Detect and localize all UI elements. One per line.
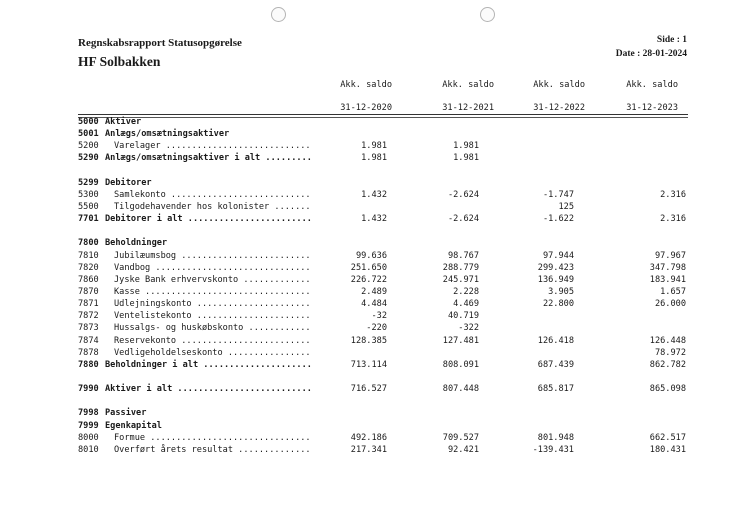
balance-value: 127.481 bbox=[442, 335, 479, 346]
table-row bbox=[78, 286, 688, 298]
balance-value: 685.817 bbox=[537, 384, 574, 395]
balance-value: 26.000 bbox=[654, 299, 686, 310]
balance-value: 687.439 bbox=[537, 359, 574, 370]
balance-value: 136.949 bbox=[537, 274, 574, 285]
page-info bbox=[616, 33, 687, 61]
balance-value: -220 bbox=[366, 323, 387, 334]
account-label: Tilgodehavender hos kolonister ....... bbox=[114, 201, 311, 212]
account-label: Samlekonto ........................... bbox=[114, 189, 311, 200]
account-code: 5290 bbox=[78, 153, 99, 164]
account-code: 7872 bbox=[78, 311, 99, 322]
table-row bbox=[78, 335, 688, 347]
balance-value: 709.527 bbox=[442, 432, 479, 443]
account-label: Hussalgs- og huskøbskonto ............ bbox=[114, 323, 311, 334]
account-label: Vedligeholdelseskonto ................ bbox=[114, 347, 311, 358]
balance-value: 126.448 bbox=[649, 335, 686, 346]
balance-value: 865.098 bbox=[649, 384, 686, 395]
account-code: 7701 bbox=[78, 214, 99, 225]
table-row bbox=[78, 250, 688, 262]
balance-value: 2.316 bbox=[660, 214, 686, 225]
balance-value: -2.624 bbox=[447, 214, 479, 225]
report-date: Date : 28-01-2024 bbox=[615, 49, 687, 59]
column-label: Akk. saldo bbox=[626, 80, 678, 90]
balance-value: 347.798 bbox=[649, 262, 686, 273]
balance-value: 251.650 bbox=[350, 262, 387, 273]
table-row bbox=[78, 420, 688, 432]
balance-value: 2.316 bbox=[660, 189, 686, 200]
account-label: Udlejningskonto ...................... bbox=[114, 299, 311, 310]
balance-value: 217.341 bbox=[350, 444, 387, 455]
balance-value: 299.423 bbox=[537, 262, 574, 273]
balance-value: 801.948 bbox=[537, 432, 574, 443]
balance-value: 22.800 bbox=[542, 299, 574, 310]
table-row bbox=[78, 128, 688, 140]
account-code: 5000 bbox=[78, 117, 99, 127]
column-date: 31-12-2021 bbox=[442, 103, 494, 113]
table-row bbox=[78, 407, 688, 419]
balance-value: 126.418 bbox=[537, 335, 574, 346]
balance-value: 1.981 bbox=[361, 141, 387, 152]
column-date: 31-12-2022 bbox=[533, 103, 585, 113]
spacer-row bbox=[78, 395, 688, 407]
balance-value: 2.228 bbox=[453, 286, 479, 297]
account-label: Passiver bbox=[105, 408, 147, 419]
account-label: Jyske Bank erhvervskonto ............. bbox=[114, 274, 311, 285]
table-row bbox=[78, 189, 688, 201]
account-code: 5001 bbox=[78, 129, 99, 140]
balance-value: 97.967 bbox=[654, 250, 686, 261]
column-date: 31-12-2020 bbox=[340, 103, 392, 113]
balance-value: 40.719 bbox=[447, 311, 479, 322]
account-code: 7999 bbox=[78, 420, 99, 431]
account-code: 7870 bbox=[78, 286, 99, 297]
table-row bbox=[78, 201, 688, 213]
table-row bbox=[78, 237, 688, 249]
table-row bbox=[78, 298, 688, 310]
account-label: Ventelistekonto ...................... bbox=[114, 311, 311, 322]
account-label: Egenkapital bbox=[105, 420, 162, 431]
account-code: 8010 bbox=[78, 444, 99, 455]
balance-value: 808.091 bbox=[442, 359, 479, 370]
table-row bbox=[78, 274, 688, 286]
report-title: Regnskabsrapport Statusopgørelse bbox=[78, 37, 242, 49]
balance-value: 2.489 bbox=[361, 286, 387, 297]
table-row bbox=[78, 152, 688, 164]
balance-value: 4.469 bbox=[453, 299, 479, 310]
account-code: 7998 bbox=[78, 408, 99, 419]
balance-value: 125 bbox=[558, 201, 574, 212]
account-label: Aktiver i alt .......................... bbox=[105, 384, 312, 395]
account-code: 7873 bbox=[78, 323, 99, 334]
balance-value: -1.747 bbox=[542, 189, 574, 200]
table-row bbox=[78, 359, 688, 371]
account-label: Debitorer i alt ........................ bbox=[105, 214, 312, 225]
punch-hole-left bbox=[271, 7, 286, 22]
account-label: Formue ............................... bbox=[114, 432, 311, 443]
account-label: Overført årets resultat .............. bbox=[114, 444, 311, 455]
account-code: 7880 bbox=[78, 359, 99, 370]
table-row bbox=[78, 140, 688, 152]
balance-value: -32 bbox=[371, 311, 387, 322]
account-code: 7874 bbox=[78, 335, 99, 346]
balance-value: 128.385 bbox=[350, 335, 387, 346]
table-row bbox=[78, 213, 688, 225]
balance-value: 92.421 bbox=[447, 444, 479, 455]
balance-value: 98.767 bbox=[447, 250, 479, 261]
balance-value: 1.432 bbox=[361, 214, 387, 225]
spacer-row bbox=[78, 371, 688, 383]
account-code: 7990 bbox=[78, 384, 99, 395]
account-code: 5500 bbox=[78, 201, 99, 212]
balance-value: -2.624 bbox=[447, 189, 479, 200]
balance-value: -139.431 bbox=[532, 444, 574, 455]
table-row bbox=[78, 262, 688, 274]
balance-value: 492.186 bbox=[350, 432, 387, 443]
balance-value: 862.782 bbox=[649, 359, 686, 370]
balance-value: 3.905 bbox=[548, 286, 574, 297]
punch-hole-right bbox=[480, 7, 495, 22]
column-label: Akk. saldo bbox=[340, 80, 392, 90]
balance-value: -1.622 bbox=[542, 214, 574, 225]
account-code: 7860 bbox=[78, 274, 99, 285]
balance-value: 1.981 bbox=[453, 153, 479, 164]
account-code: 5200 bbox=[78, 141, 99, 152]
account-code: 7871 bbox=[78, 299, 99, 310]
spacer-row bbox=[78, 165, 688, 177]
table-row bbox=[78, 322, 688, 334]
account-code: 7800 bbox=[78, 238, 99, 249]
account-code: 8000 bbox=[78, 432, 99, 443]
balance-value: 4.484 bbox=[361, 299, 387, 310]
balance-value: 183.941 bbox=[649, 274, 686, 285]
spacer-row bbox=[78, 225, 688, 237]
account-label: Anlægs/omsætningsaktiver bbox=[105, 129, 230, 140]
table-row bbox=[78, 310, 688, 322]
balance-value: 180.431 bbox=[649, 444, 686, 455]
account-label: Vandbog .............................. bbox=[114, 262, 311, 273]
account-label: Aktiver bbox=[105, 117, 142, 127]
account-label: Anlægs/omsætningsaktiver i alt ......... bbox=[105, 153, 312, 164]
account-code: 7878 bbox=[78, 347, 99, 358]
account-label: Kasse ................................ bbox=[114, 286, 311, 297]
balance-value: -322 bbox=[458, 323, 479, 334]
balance-value: 807.448 bbox=[442, 384, 479, 395]
page-number: Side : 1 bbox=[656, 35, 687, 45]
table-row bbox=[78, 432, 688, 444]
account-label: Reservekonto ......................... bbox=[114, 335, 311, 346]
table-row bbox=[78, 177, 688, 189]
balance-value: 97.944 bbox=[542, 250, 574, 261]
company-name: HF Solbakken bbox=[78, 54, 161, 69]
account-label: Debitorer bbox=[105, 177, 152, 188]
balance-value: 713.114 bbox=[350, 359, 387, 370]
balance-value: 716.527 bbox=[350, 384, 387, 395]
column-label: Akk. saldo bbox=[442, 80, 494, 90]
balance-value: 226.722 bbox=[350, 274, 387, 285]
account-label: Jubilæumsbog ......................... bbox=[114, 250, 311, 261]
balance-value: 245.971 bbox=[442, 274, 479, 285]
table-row bbox=[78, 444, 688, 456]
table-row bbox=[78, 347, 688, 359]
table-row bbox=[78, 116, 688, 128]
balance-value: 99.636 bbox=[355, 250, 387, 261]
account-label: Beholdninger i alt ..................... bbox=[105, 359, 312, 370]
balance-value: 288.779 bbox=[442, 262, 479, 273]
account-code: 7820 bbox=[78, 262, 99, 273]
account-code: 5299 bbox=[78, 177, 99, 188]
balance-value: 662.517 bbox=[649, 432, 686, 443]
column-label: Akk. saldo bbox=[533, 80, 585, 90]
balance-value: 78.972 bbox=[654, 347, 686, 358]
balance-value: 1.981 bbox=[361, 153, 387, 164]
column-date: 31-12-2023 bbox=[626, 103, 678, 113]
account-label: Beholdninger bbox=[105, 238, 168, 249]
balance-value: 1.657 bbox=[660, 286, 686, 297]
header-rule-top bbox=[78, 114, 688, 115]
balance-value: 1.981 bbox=[453, 141, 479, 152]
balance-value: 1.432 bbox=[361, 189, 387, 200]
account-code: 7810 bbox=[78, 250, 99, 261]
account-code: 5300 bbox=[78, 189, 99, 200]
account-table bbox=[78, 116, 688, 456]
table-row bbox=[78, 383, 688, 395]
account-label: Varelager ............................ bbox=[114, 141, 311, 152]
